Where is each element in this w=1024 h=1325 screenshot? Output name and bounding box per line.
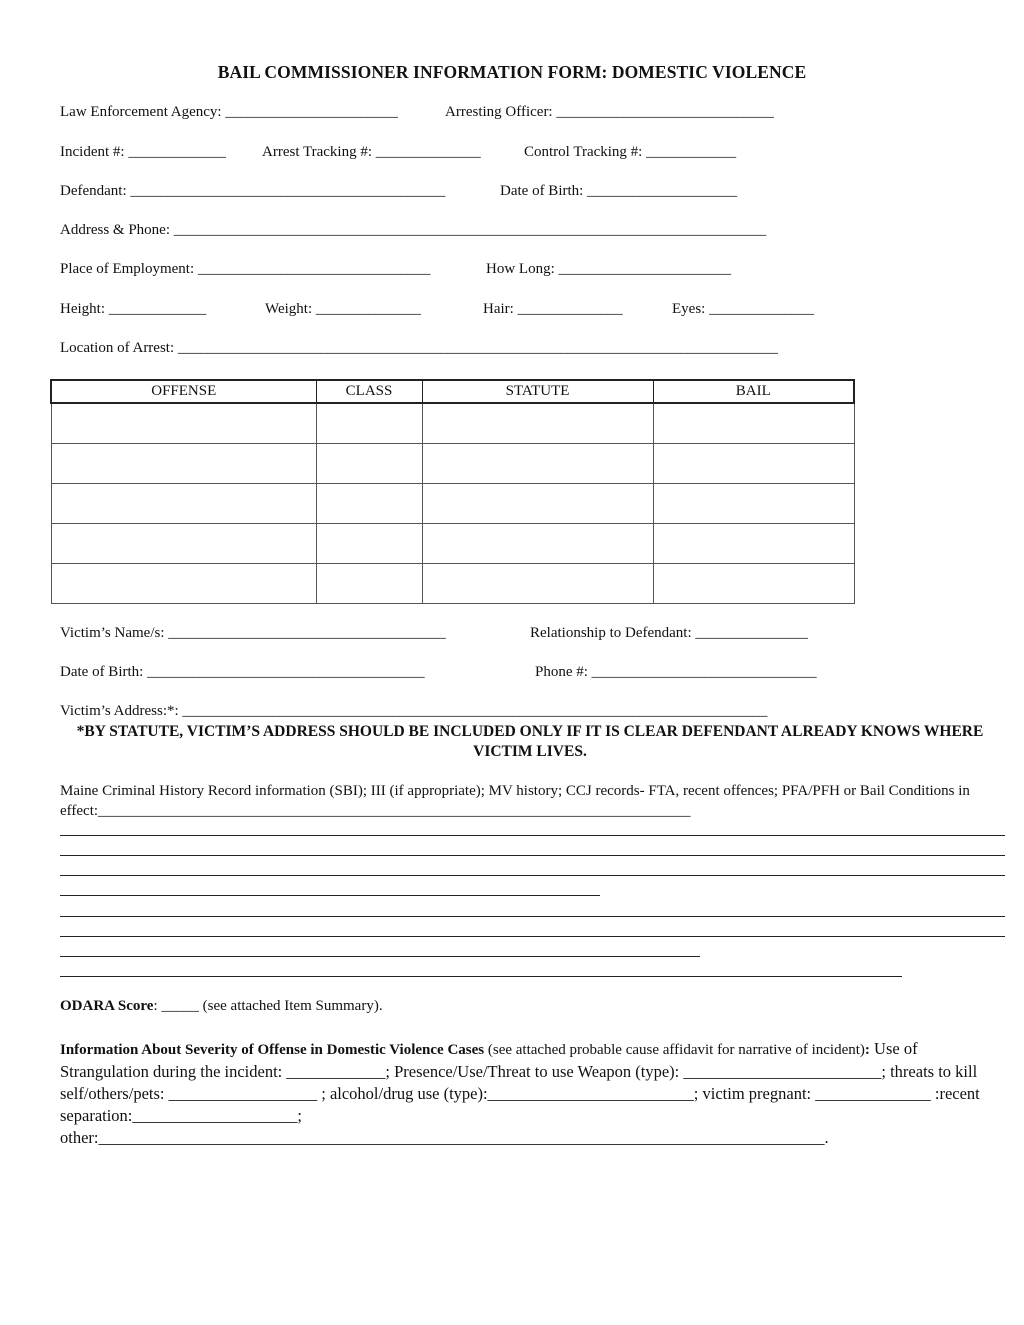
- class-cell[interactable]: [316, 484, 422, 524]
- address-phone-field[interactable]: Address & Phone: _______________________________________________________________________________: [60, 222, 767, 238]
- table-row: [51, 444, 854, 484]
- class-column-header: CLASS: [316, 380, 422, 403]
- defendant-dob-field[interactable]: Date of Birth: ____________________: [500, 183, 738, 199]
- severity-heading: Information About Severity of Offense in Domestic Violence Cases: [60, 1042, 485, 1058]
- blank-line[interactable]: [60, 916, 1005, 917]
- severity-section[interactable]: [60, 1038, 1010, 1149]
- bail-cell[interactable]: [653, 444, 854, 484]
- place-of-employment-field[interactable]: Place of Employment: _______________________________: [60, 261, 431, 277]
- control-tracking-field[interactable]: Control Tracking #: ____________: [524, 144, 737, 160]
- weight-field[interactable]: Weight: ______________: [265, 301, 421, 317]
- hair-field[interactable]: Hair: ______________: [483, 301, 623, 317]
- statute-cell[interactable]: [422, 524, 653, 564]
- bail-cell[interactable]: [653, 484, 854, 524]
- odara-score-text: : _____ (see attached Item Summary).: [153, 998, 383, 1014]
- criminal-history-field[interactable]: Maine Criminal History Record information (SBI); III (if appropriate); MV history; CCJ records- FTA, recent offences; PFA/PFH or Bail Conditions in effect:_______________________________________________________________________________: [60, 783, 970, 819]
- table-row: [51, 524, 854, 564]
- victim-phone-field[interactable]: Phone #: ______________________________: [535, 664, 817, 680]
- offense-cell[interactable]: [51, 564, 316, 604]
- odara-score-label: ODARA Score: [60, 998, 154, 1014]
- offense-cell[interactable]: [51, 484, 316, 524]
- blank-line[interactable]: [60, 895, 600, 896]
- class-cell[interactable]: [316, 444, 422, 484]
- statute-column-header: STATUTE: [422, 380, 653, 403]
- class-cell[interactable]: [316, 403, 422, 444]
- statute-cell[interactable]: [422, 444, 653, 484]
- blank-line[interactable]: [60, 875, 1005, 876]
- severity-colon: :: [864, 1042, 870, 1058]
- incident-number-field[interactable]: Incident #: _____________: [60, 144, 226, 160]
- how-long-field[interactable]: How Long: _______________________: [486, 261, 731, 277]
- relationship-to-defendant-field[interactable]: Relationship to Defendant: _______________: [530, 625, 808, 641]
- class-cell[interactable]: [316, 524, 422, 564]
- victim-names-field[interactable]: Victim’s Name/s: _____________________________________: [60, 625, 446, 641]
- bail-cell[interactable]: [653, 403, 854, 444]
- offense-cell[interactable]: [51, 444, 316, 484]
- offense-cell[interactable]: [51, 403, 316, 444]
- table-row: [51, 564, 854, 604]
- height-field[interactable]: Height: _____________: [60, 301, 207, 317]
- blank-line[interactable]: [60, 835, 1005, 836]
- bail-cell[interactable]: [653, 564, 854, 604]
- statute-notice: *BY STATUTE, VICTIM’S ADDRESS SHOULD BE INCLUDED ONLY IF IT IS CLEAR DEFENDANT ALREADY KNOWS WHERE VICTIM LIVES.: [76, 723, 984, 760]
- bail-column-header: BAIL: [653, 380, 854, 403]
- victim-address-field[interactable]: Victim’s Address:*: ______________________________________________________________________________: [60, 703, 768, 719]
- statute-cell[interactable]: [422, 403, 653, 444]
- odara-score-field[interactable]: [60, 998, 383, 1015]
- offense-cell[interactable]: [51, 524, 316, 564]
- blank-line[interactable]: [60, 936, 1005, 937]
- table-row: [51, 403, 854, 444]
- blank-line[interactable]: [60, 956, 700, 957]
- blank-line[interactable]: [60, 976, 902, 977]
- blank-line[interactable]: [60, 855, 1005, 856]
- law-enforcement-agency-field[interactable]: Law Enforcement Agency: _______________________: [60, 104, 398, 120]
- arresting-officer-field[interactable]: Arresting Officer: _____________________________: [445, 104, 774, 120]
- severity-body: Use of Strangulation during the incident: ____________; Presence/Use/Threat to use Weapon (type): ________________________; threats to kill self/others/pets: __________________ ; alcohol/drug use (type):_________________________; victim pregnant: ______________ :recent separation:____________________; other:________________________________________________________________________________________.: [60, 1039, 980, 1147]
- eyes-field[interactable]: Eyes: ______________: [672, 301, 815, 317]
- offense-column-header: OFFENSE: [51, 380, 316, 403]
- severity-note: (see attached probable cause affidavit for narrative of incident): [484, 1042, 865, 1058]
- bail-cell[interactable]: [653, 524, 854, 564]
- arrest-tracking-field[interactable]: Arrest Tracking #: ______________: [262, 144, 481, 160]
- statute-cell[interactable]: [422, 564, 653, 604]
- form-title: BAIL COMMISSIONER INFORMATION FORM: DOMESTIC VIOLENCE: [217, 62, 807, 82]
- class-cell[interactable]: [316, 564, 422, 604]
- offense-table-header: [51, 380, 854, 403]
- location-of-arrest-field[interactable]: Location of Arrest: ________________________________________________________________________________: [60, 340, 778, 356]
- offense-table: [50, 379, 855, 604]
- victim-dob-field[interactable]: Date of Birth: _____________________________________: [60, 664, 425, 680]
- defendant-field[interactable]: Defendant: __________________________________________: [60, 183, 446, 199]
- table-row: [51, 484, 854, 524]
- statute-cell[interactable]: [422, 484, 653, 524]
